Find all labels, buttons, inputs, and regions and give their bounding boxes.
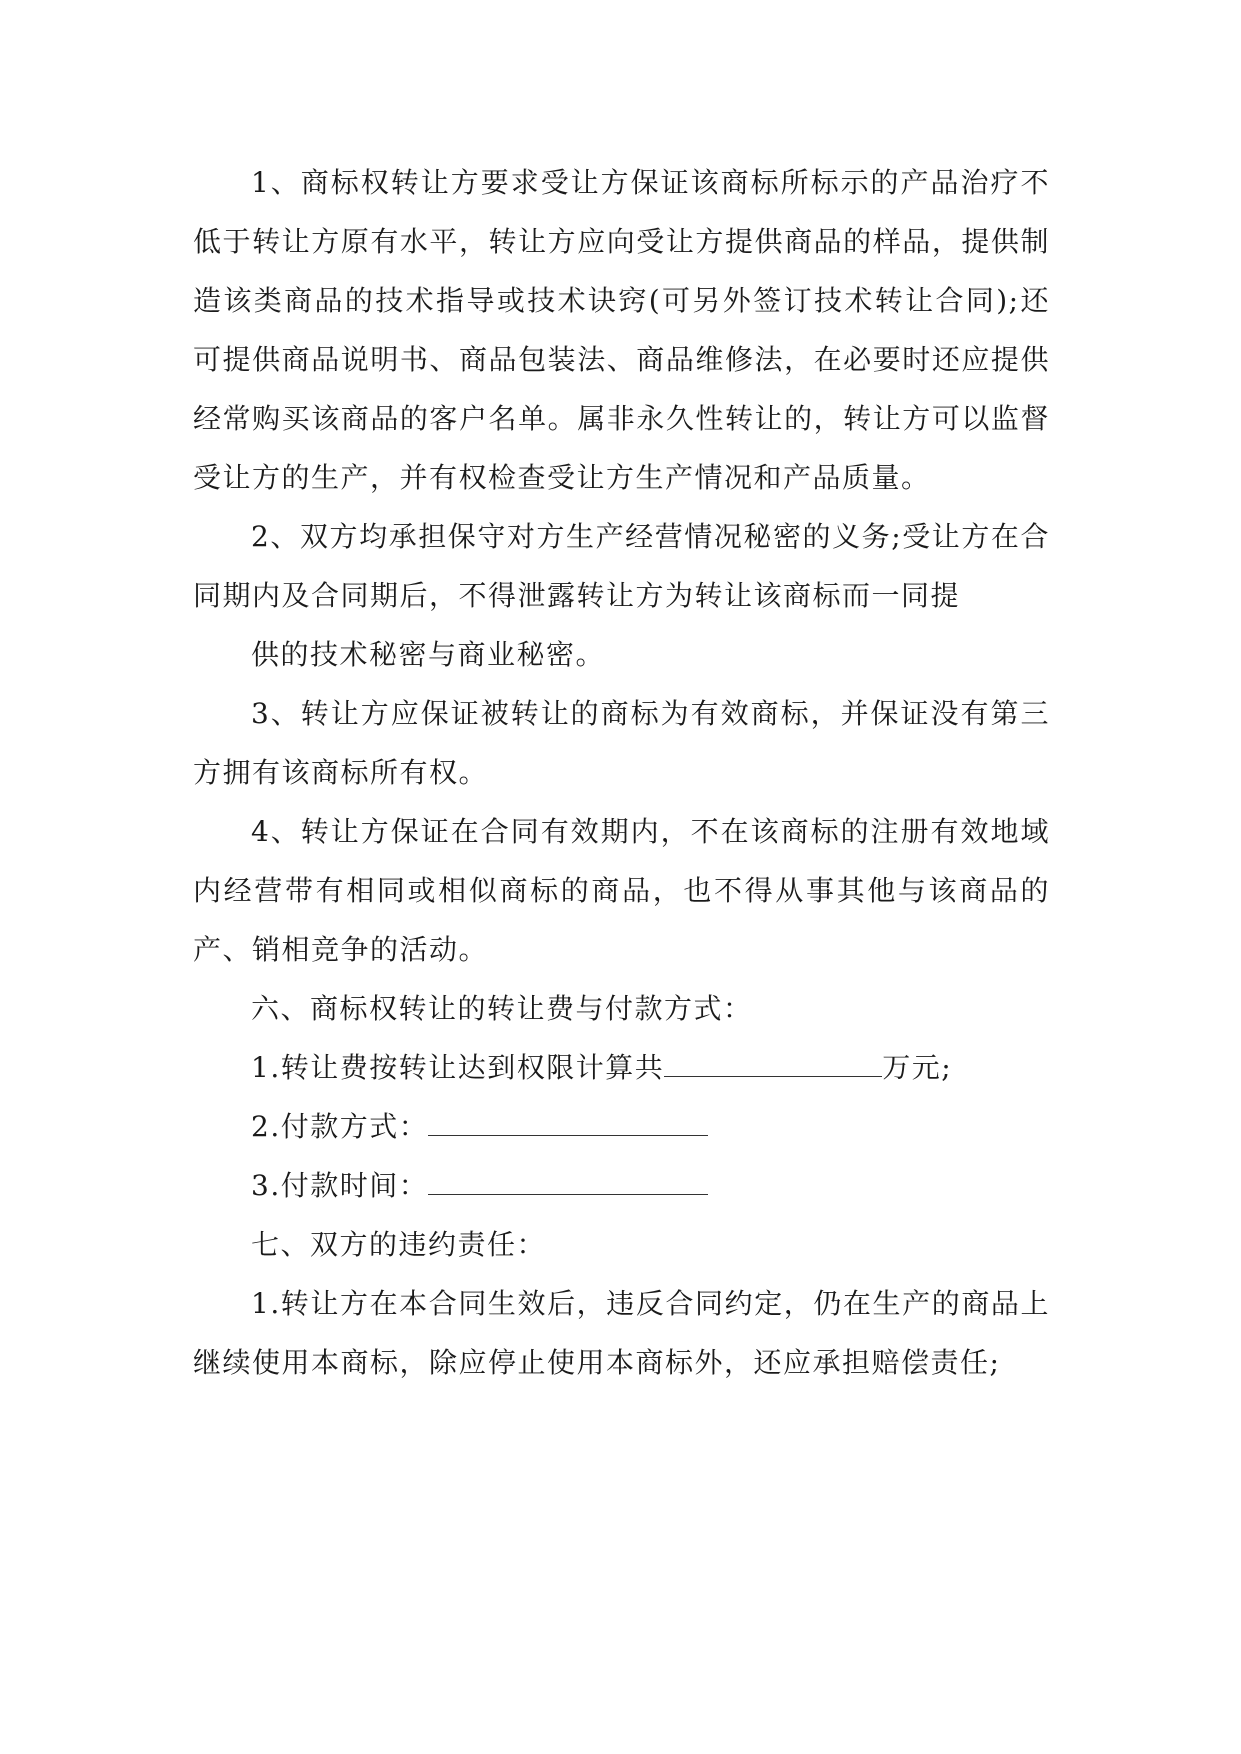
fee-amount-blank	[664, 1054, 882, 1077]
payment-method-label: 2.付款方式：	[251, 1110, 429, 1143]
clause-paragraph: 2、双方均承担保守对方生产经营情况秘密的义务;受让方在合同期内及合同期后，不得泄露转让方为转让该商标而一同提	[193, 520, 1050, 612]
clause-paragraph: 1.转让方在本合同生效后，违反合同约定，仍在生产的商品上继续使用本商标，除应停止使用本商标外，还应承担赔偿责任;	[193, 1287, 1050, 1379]
fee-line-unit: 万元;	[882, 1051, 953, 1084]
clause-paragraph: 3、转让方应保证被转让的商标为有效商标，并保证没有第三方拥有该商标所有权。	[193, 697, 1050, 789]
payment-time-line	[193, 1156, 1050, 1215]
payment-method-blank	[428, 1113, 708, 1136]
section-heading: 七、双方的违约责任：	[251, 1228, 547, 1261]
clause-paragraph: 1、商标权转让方要求受让方保证该商标所标示的产品治疗不低于转让方原有水平，转让方应向受让方提供商品的样品，提供制造该类商品的技术指导或技术诀窍(可另外签订技术转让合同);还可提供商品说明书、商品包装法、商品维修法，在必要时还应提供经常购买该商品的客户名单。属非永久性转让的，转让方可以监督受让方的生产，并有权检查受让方生产情况和产品质量。	[193, 166, 1050, 494]
section-heading: 六、商标权转让的转让费与付款方式：	[251, 992, 753, 1025]
fee-line	[193, 1038, 1050, 1097]
document-body	[193, 153, 1050, 1392]
clause-paragraph-continuation: 供的技术秘密与商业秘密。	[251, 638, 606, 671]
payment-time-blank	[428, 1172, 708, 1195]
clause-paragraph: 4、转让方保证在合同有效期内，不在该商标的注册有效地域内经营带有相同或相似商标的商品，也不得从事其他与该商品的产、销相竞争的活动。	[193, 815, 1050, 966]
fee-line-label: 1.转让费按转让达到权限计算共	[251, 1051, 665, 1084]
payment-time-label: 3.付款时间：	[251, 1169, 429, 1202]
payment-method-line	[193, 1097, 1050, 1156]
